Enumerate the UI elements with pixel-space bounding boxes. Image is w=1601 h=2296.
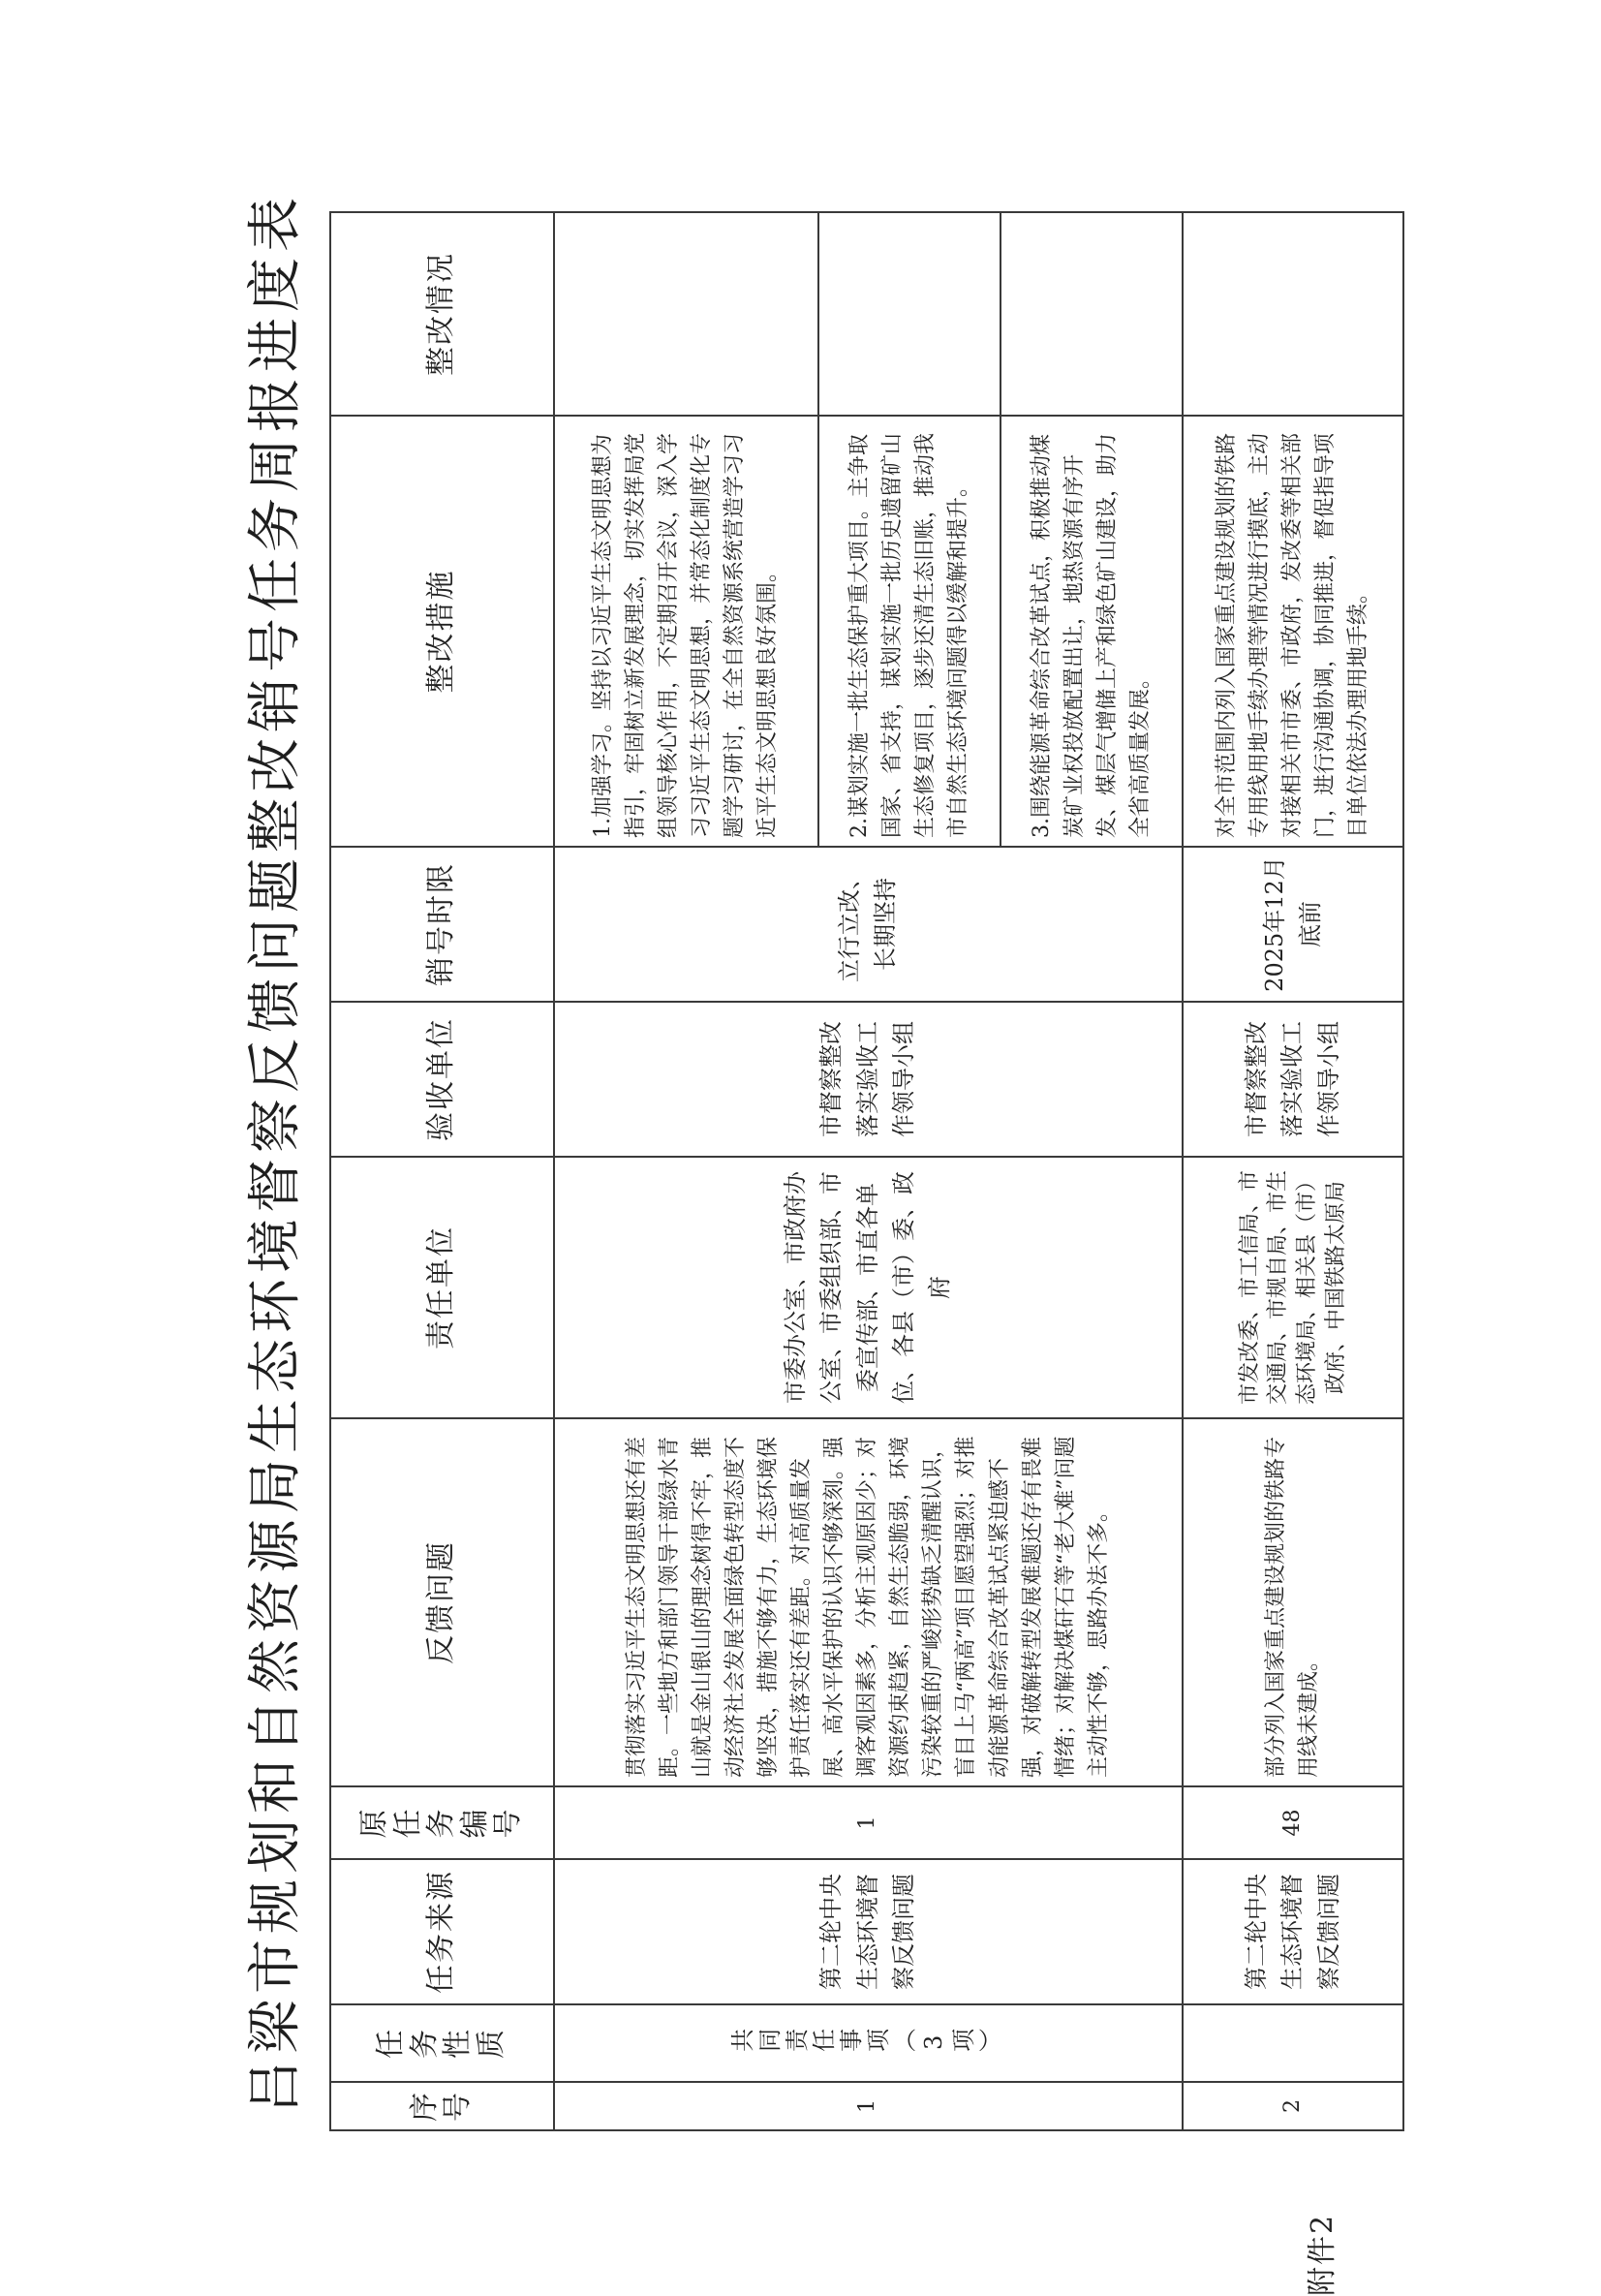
cell-orig-no: 48	[1183, 1786, 1403, 1859]
cell-status	[818, 212, 1001, 416]
cell-problem: 部分列入国家重点建设规划的铁路专用线未建成。	[1183, 1418, 1403, 1786]
cell-accept-unit: 市督察整改落实验收工作领导小组	[1183, 1002, 1403, 1157]
header-problem: 反馈问题	[330, 1418, 554, 1786]
cell-measure: 对全市范围内列入国家重点建设规划的铁路专用线用地手续办理等情况进行摸底，主动对接相关市市委、市政府，发改委等相关部门，进行沟通协调，协同推进，督促指导项目单位依法办理用地手续。	[1183, 416, 1403, 847]
header-resp-unit: 责任单位	[330, 1157, 554, 1418]
header-status: 整改情况	[330, 212, 554, 416]
cell-orig-no: 1	[554, 1786, 1183, 1859]
progress-table	[329, 211, 1404, 2131]
cell-status	[554, 212, 818, 416]
cell-status	[1183, 212, 1403, 416]
header-accept-unit: 验收单位	[330, 1002, 554, 1157]
cell-accept-unit: 市督察整改落实验收工作领导小组	[554, 1002, 1183, 1157]
cell-source: 第二轮中央生态环境督察反馈问题	[1183, 1859, 1403, 2004]
cell-resp-unit: 市发改委、市工信局、市交通局、市规自局、市生态环境局、相关县（市）政府、中国铁路太原局	[1183, 1157, 1403, 1418]
cell-deadline: 2025年12月底前	[1183, 847, 1403, 1002]
cell-nature	[1183, 2004, 1403, 2082]
cell-nature	[554, 2004, 1183, 2082]
document-title: 吕梁市规划和自然资源局生态环境督察反馈问题整改销号任务周报进度表	[244, 192, 307, 2114]
cell-status	[1001, 212, 1183, 416]
cell-seq: 2	[1183, 2082, 1403, 2130]
header-seq: 序号	[330, 2082, 554, 2130]
cell-measure: 1.加强学习。坚持以习近平生态文明思想为指引，牢固树立新发展理念，切实发挥局党组领导核心作用，不定期召开会议，深入学习习近平生态文明思想，并常态化制度化专题学习研讨，在全自然资源系统营造学习习近平生态文明思想良好氛围。	[554, 416, 818, 847]
cell-problem: 贯彻落实习近平生态文明思想还有差距。一些地方和部门领导干部绿水青山就是金山银山的理念树得不牢，推动经济社会发展全面绿色转型态度不够坚决，措施不够有力，生态环境保护责任落实还有差距。对高质量发展、高水平保护的认识不够深刻。强调客观因素多，分析主观原因少；对资源约束趋紧，自然生态脆弱，环境污染较重的严峻形势缺乏清醒认识，盲目上马“两高”项目愿望强烈；对推动能源革命综合改革试点紧迫感不强，对破解转型发展难题还存有畏难情绪；对解决煤矸石等“老大难”问题主动性不够，思路办法不多。	[554, 1418, 1183, 1786]
header-source: 任务来源	[330, 1859, 554, 2004]
rotated-sheet	[244, 192, 1404, 2296]
table-row	[1183, 212, 1403, 2130]
header-measures: 整改措施	[330, 416, 554, 847]
cell-measure: 3.围绕能源革命综合改革试点，积极推动煤炭矿业权投放配置出让，地热资源有序开发、煤层气增储上产和绿色矿山建设，助力全省高质量发展。	[1001, 416, 1183, 847]
header-row	[330, 212, 554, 2130]
header-orig-no: 原任务编号	[330, 1786, 554, 1859]
cell-seq: 1	[554, 2082, 1183, 2130]
nature-text: 共同责任事项（3项）	[730, 2029, 1006, 2057]
header-nature: 任务性质	[330, 2004, 554, 2082]
cell-resp-unit: 市委办公室、市政府办公室、市委组织部、市委宣传部、市直各单位、各县（市）委、政府	[554, 1157, 1183, 1418]
attachment-label: 附件2	[1306, 2213, 1339, 2296]
cell-measure: 2.谋划实施一批生态保护重大项目。主争取国家、省支持，谋划实施一批历史遗留矿山生态修复项目，逐步还清生态旧账，推动我市自然生态环境问题得以缓解和提升。	[818, 416, 1001, 847]
table-row	[554, 212, 818, 2130]
header-deadline: 销号时限	[330, 847, 554, 1002]
cell-deadline: 立行立改、长期坚持	[554, 847, 1183, 1002]
cell-source: 第二轮中央生态环境督察反馈问题	[554, 1859, 1183, 2004]
